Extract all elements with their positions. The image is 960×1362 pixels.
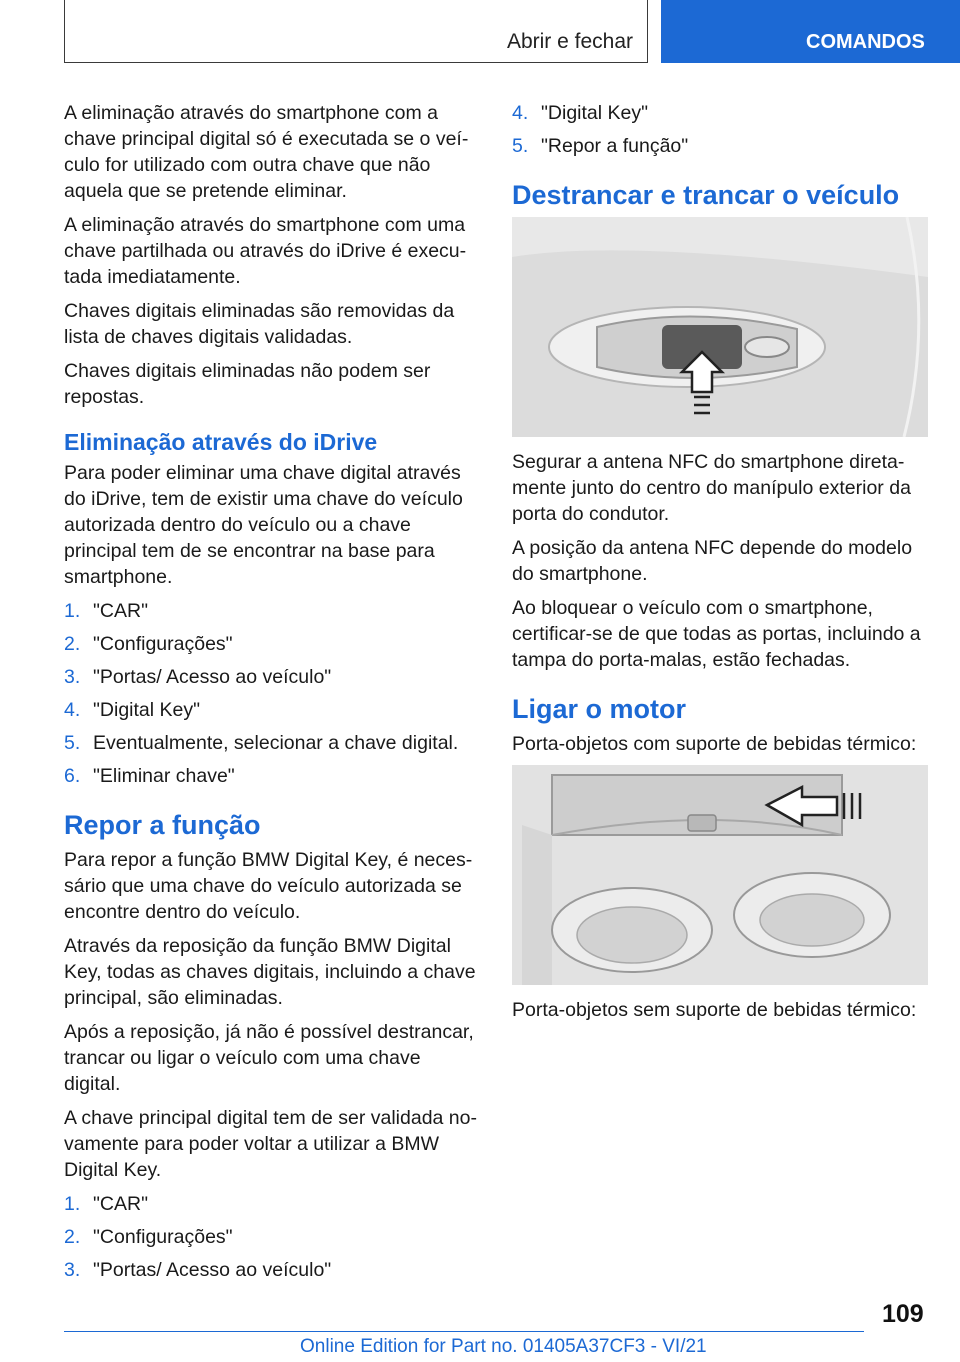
- list-item: 2. "Configurações": [64, 633, 233, 655]
- steps-list-idrive: [64, 598, 480, 789]
- list-item: 1. "CAR": [64, 1193, 149, 1215]
- list-item: 4. "Digital Key": [64, 699, 201, 721]
- left-column: [64, 100, 480, 1291]
- list-item: 2. "Configurações": [64, 1226, 233, 1248]
- paragraph: A eliminação através do smartphone com uma chave partilhada ou através do iDrive é executada imediatamente.: [64, 214, 467, 288]
- heading-repor: Repor a função: [64, 810, 261, 840]
- paragraph: Porta-objetos sem suporte de bebidas térmico:: [512, 999, 917, 1021]
- header-chapter-tab[interactable]: COMANDOS: [661, 0, 960, 63]
- heading-destrancar: Destrancar e trancar o veículo: [512, 180, 900, 210]
- footer-edition: Online Edition for Part no. 01405A37CF3 - VI/21: [300, 1336, 707, 1357]
- cupholder-illustration: [512, 765, 928, 985]
- paragraph: Através da reposição da função BMW Digital Key, todas as chaves digitais, incluindo a chave principal, são eliminadas.: [64, 935, 476, 1009]
- list-item: 3. "Portas/ Acesso ao veículo": [64, 666, 332, 688]
- header-box: [64, 0, 648, 63]
- paragraph: Porta-objetos com suporte de bebidas térmico:: [512, 733, 917, 755]
- list-item: 6. "Eliminar chave": [64, 765, 235, 787]
- paragraph: A posição da antena NFC depende do modelo do smartphone.: [512, 537, 913, 585]
- paragraph: Chaves digitais eliminadas não podem ser repostas.: [64, 360, 431, 408]
- subheading-idrive: Eliminação através do iDrive: [64, 429, 378, 455]
- list-item: 1. "CAR": [64, 600, 149, 622]
- paragraph: Para repor a função BMW Digital Key, é necessário que uma chave do veículo autorizada se encontre dentro do veículo.: [64, 849, 473, 923]
- heading-motor: Ligar o motor: [512, 694, 686, 724]
- paragraph: Para poder eliminar uma chave digital através do iDrive, tem de existir uma chave do veículo autorizada dentro do veículo ou a chave principal tem de se encontrar na base para smartphone.: [64, 462, 463, 588]
- paragraph: Chaves digitais eliminadas são removidas da lista de chaves digitais validadas.: [64, 300, 455, 348]
- page-number: 109: [882, 1300, 924, 1328]
- door-handle-illustration: [512, 217, 928, 437]
- paragraph: Após a reposição, já não é possível destrancar, trancar ou ligar o veículo com uma chave digital.: [64, 1021, 474, 1095]
- paragraph: A chave principal digital tem de ser validada novamente para poder voltar a utilizar a BMW Digital Key.: [64, 1107, 477, 1181]
- paragraph: Ao bloquear o veículo com o smartphone, certificar-se de que todas as portas, incluindo a tampa do porta-malas, estão fechadas.: [512, 597, 921, 671]
- list-item: 5. Eventualmente, selecionar a chave digital.: [64, 732, 459, 754]
- list-item: 4. "Digital Key": [512, 102, 649, 124]
- list-item: 3. "Portas/ Acesso ao veículo": [64, 1259, 332, 1281]
- steps-list-repor: [64, 1191, 480, 1283]
- paragraph: A eliminação através do smartphone com a chave principal digital só é executada se o veículo for utilizado com outra chave que não aquela que se pretende eliminar.: [64, 102, 469, 202]
- steps-list-repor-continued: [512, 100, 928, 159]
- paragraph: Segurar a antena NFC do smartphone diretamente junto do centro do manípulo exterior da porta do condutor.: [512, 451, 911, 525]
- list-item: 5. "Repor a função": [512, 135, 689, 157]
- header-section-title: Abrir e fechar: [506, 30, 633, 53]
- right-column: [512, 100, 928, 1031]
- footer-divider: [64, 1331, 864, 1332]
